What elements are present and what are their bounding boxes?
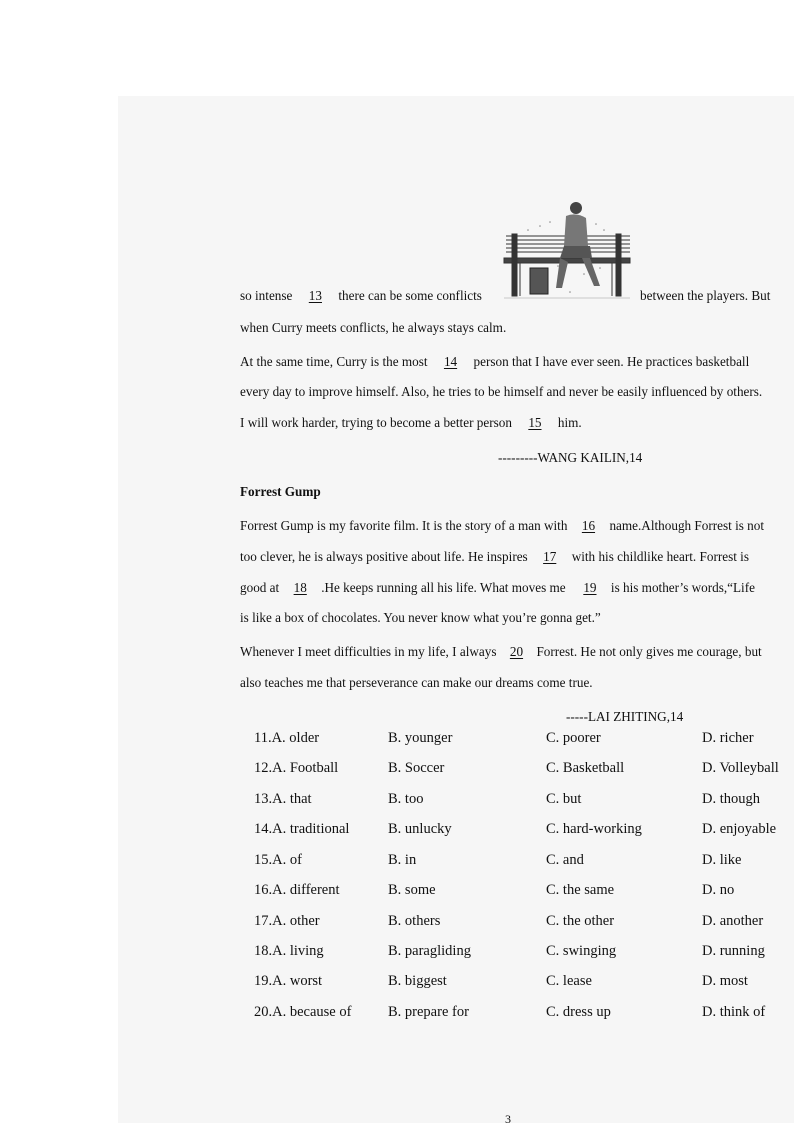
option-11-b: B. younger	[388, 730, 453, 746]
option-13-c: C. but	[546, 791, 582, 807]
text-fragment: with his childlike heart. Forrest is	[571, 549, 749, 564]
option-14-b: B. unlucky	[388, 821, 452, 837]
text-fragment: Forrest Gump is my favorite film. It is the story of a man with	[240, 518, 568, 533]
option-12-b: B. Soccer	[388, 760, 445, 776]
passage2-line2	[240, 549, 749, 565]
option-17-c: C. the other	[546, 913, 615, 929]
passage1-signature: ---------WANG KAILIN,14	[498, 450, 643, 465]
option-14-a: 14.A. traditional	[254, 821, 350, 837]
option-11-c: C. poorer	[546, 730, 601, 746]
option-11-d: D. richer	[702, 730, 754, 746]
text-fragment: him.	[557, 415, 582, 430]
option-12-a: 12.A. Football	[254, 760, 339, 776]
passage1-line4: every day to improve himself. Also, he tries to be himself and never be easily influenced by others.	[240, 384, 763, 399]
option-12-d: D. Volleyball	[702, 760, 779, 776]
option-14-c: C. hard-working	[546, 821, 642, 837]
text-fragment: name.Although Forrest is not	[609, 518, 765, 533]
option-16-b: B. some	[388, 882, 436, 898]
text-fragment: At the same time, Curry is the most	[240, 354, 428, 369]
text-fragment: too clever, he is always positive about life. He inspires	[240, 549, 528, 564]
option-20-c: C. dress up	[546, 1004, 611, 1020]
option-17-a: 17.A. other	[254, 913, 320, 929]
option-14-d: D. enjoyable	[702, 821, 777, 837]
blank-15: 15	[528, 415, 542, 430]
option-19-c: C. lease	[546, 973, 592, 989]
option-18-a: 18.A. living	[254, 943, 324, 959]
option-20-b: B. prepare for	[388, 1004, 469, 1020]
blank-13: 13	[308, 288, 322, 303]
text-fragment: Whenever I meet difficulties in my life, I always	[240, 644, 497, 659]
text-fragment: good at	[240, 580, 280, 595]
text-fragment: person that I have ever seen. He practices basketball	[473, 354, 750, 369]
forrest-gump-bench-illustration	[500, 196, 632, 304]
option-15-a: 15.A. of	[254, 852, 302, 868]
blank-18: 18	[293, 580, 307, 595]
text-fragment: there can be some conflicts	[338, 288, 482, 303]
option-18-c: C. swinging	[546, 943, 617, 959]
passage1-line2: when Curry meets conflicts, he always stays calm.	[240, 320, 507, 335]
text-fragment: .He keeps running all his life. What moves me	[321, 580, 566, 595]
passage2-signature: -----LAI ZHITING,14	[566, 709, 684, 724]
option-20-d: D. think of	[702, 1004, 766, 1020]
text-fragment: is his mother’s words,“Life	[610, 580, 755, 595]
option-18-d: D. running	[702, 943, 765, 959]
option-16-c: C. the same	[546, 882, 615, 898]
passage2-line4: is like a box of chocolates. You never know what you’re gonna get.”	[240, 610, 601, 625]
option-16-a: 16.A. different	[254, 882, 340, 898]
passage1-line1	[240, 288, 482, 304]
passage1-line1-end: between the players. But	[640, 288, 771, 303]
passage1-line5	[240, 415, 582, 431]
text-fragment: so intense	[240, 288, 293, 303]
passage2-line3	[240, 580, 755, 596]
option-19-d: D. most	[702, 973, 748, 989]
passage2-title: Forrest Gump	[240, 484, 321, 499]
option-13-b: B. too	[388, 791, 424, 807]
passage1-line3	[240, 354, 749, 370]
blank-20: 20	[509, 644, 524, 659]
blank-16: 16	[581, 518, 596, 533]
option-13-d: D. though	[702, 791, 760, 807]
passage2-line6: also teaches me that perseverance can make our dreams come true.	[240, 675, 593, 690]
option-15-d: D. like	[702, 852, 742, 868]
option-12-c: C. Basketball	[546, 760, 625, 776]
option-17-d: D. another	[702, 913, 764, 929]
text-fragment: I will work harder, trying to become a better person	[240, 415, 512, 430]
text-fragment: Forrest. He not only gives me courage, but	[536, 644, 762, 659]
blank-17: 17	[543, 549, 557, 564]
passage2-line1	[240, 518, 764, 534]
page-number: 3	[505, 1112, 511, 1126]
option-11-a: 11.A. older	[254, 730, 320, 746]
option-15-b: B. in	[388, 852, 417, 868]
option-15-c: C. and	[546, 852, 584, 868]
passage2-line5	[240, 644, 762, 660]
option-20-a: 20.A. because of	[254, 1004, 352, 1020]
option-17-b: B. others	[388, 913, 441, 929]
option-19-b: B. biggest	[388, 973, 447, 989]
option-19-a: 19.A. worst	[254, 973, 323, 989]
option-13-a: 13.A. that	[254, 791, 312, 807]
blank-14: 14	[443, 354, 458, 369]
option-18-b: B. paragliding	[388, 943, 471, 959]
blank-19: 19	[583, 580, 597, 595]
option-16-d: D. no	[702, 882, 735, 898]
